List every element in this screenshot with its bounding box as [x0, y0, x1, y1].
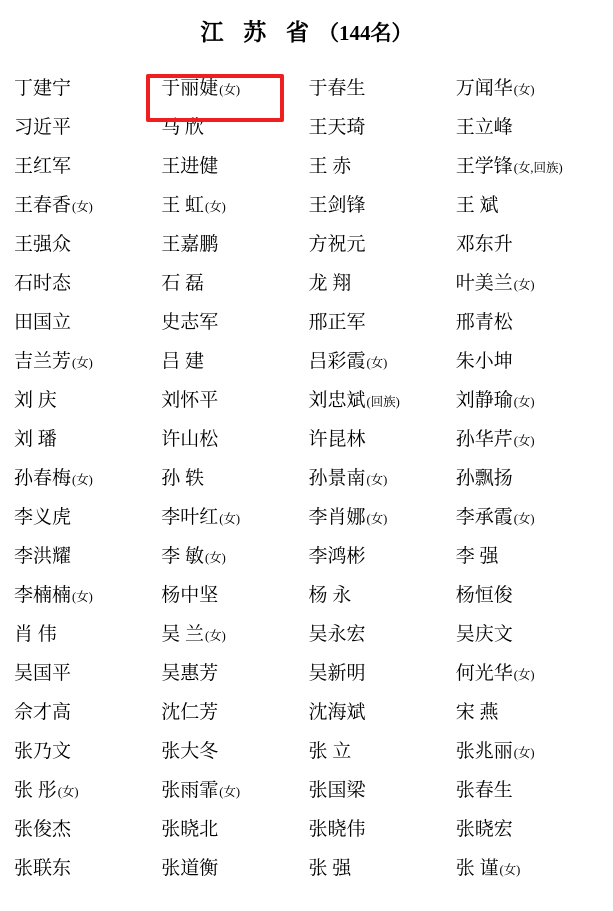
- person-name: 沈仁芳: [161, 702, 219, 723]
- person-name: 孙飘扬: [455, 468, 513, 489]
- person-name: 李鸿彬: [308, 546, 366, 567]
- name-cell: [14, 262, 161, 301]
- name-entry: [309, 229, 366, 256]
- name-entry: [456, 151, 563, 178]
- person-name: 佘才高: [14, 702, 72, 723]
- name-cell: [456, 769, 603, 808]
- name-entry: [309, 853, 352, 880]
- person-tag: (女): [72, 200, 93, 214]
- name-cell: [14, 418, 161, 457]
- name-entry: [456, 229, 513, 256]
- name-cell: [309, 379, 456, 418]
- person-name: 吕 建: [161, 351, 205, 372]
- name-cell: [161, 379, 308, 418]
- name-entry: [456, 112, 513, 139]
- name-cell: [456, 574, 603, 613]
- name-cell: [456, 457, 603, 496]
- name-cell: [14, 769, 161, 808]
- person-tag: (女): [513, 395, 535, 409]
- person-tag: (女): [499, 863, 521, 877]
- person-name: 朱小坤: [455, 351, 513, 372]
- name-cell: [161, 223, 308, 262]
- name-cell: [161, 574, 308, 613]
- person-name: 张大冬: [161, 741, 219, 762]
- name-entry: [14, 619, 57, 646]
- name-cell: [309, 457, 456, 496]
- name-cell: [309, 613, 456, 652]
- name-entry: [14, 307, 71, 334]
- name-cell: [309, 262, 456, 301]
- person-name: 马 欣: [161, 117, 205, 138]
- name-cell: [14, 613, 161, 652]
- name-cell: [456, 301, 603, 340]
- name-cell: [309, 301, 456, 340]
- person-tag: (女): [219, 785, 241, 799]
- name-entry: [14, 424, 57, 451]
- person-name: 刘怀平: [161, 390, 219, 411]
- person-tag: (女): [366, 473, 388, 487]
- name-entry: [456, 814, 513, 841]
- person-name: 李 强: [455, 546, 499, 567]
- name-cell: [309, 67, 456, 106]
- person-name: 张晓宏: [455, 819, 513, 840]
- person-tag: (女): [513, 278, 535, 292]
- person-tag: (女): [205, 551, 226, 565]
- name-cell: [14, 496, 161, 535]
- name-entry: [14, 853, 71, 880]
- person-name: 孙 轶: [161, 468, 205, 489]
- person-name: 李义虎: [14, 507, 72, 528]
- name-entry: [161, 775, 240, 802]
- person-name: 张联东: [14, 858, 72, 879]
- name-cell: [456, 223, 603, 262]
- person-name: 于春生: [308, 78, 366, 99]
- person-name: 刘静瑜: [455, 390, 513, 411]
- name-cell: [14, 223, 161, 262]
- name-cell: [309, 574, 456, 613]
- person-name: 邢正军: [308, 312, 366, 333]
- name-cell: [456, 67, 603, 106]
- person-name: 王 虹: [161, 195, 205, 216]
- name-entry: [161, 853, 218, 880]
- name-entry: [309, 775, 366, 802]
- name-cell: [14, 847, 161, 886]
- name-cell: [456, 106, 603, 145]
- name-entry: [14, 814, 71, 841]
- name-cell: [309, 691, 456, 730]
- person-name: 王春香: [14, 195, 72, 216]
- name-cell: [161, 184, 308, 223]
- name-cell: [14, 106, 161, 145]
- person-name: 杨中坚: [161, 585, 219, 606]
- name-cell: [309, 184, 456, 223]
- person-tag: (女,回族): [513, 161, 563, 175]
- person-name: 孙春梅: [14, 468, 72, 489]
- name-cell: [14, 67, 161, 106]
- name-entry: [161, 424, 218, 451]
- name-cell: [456, 184, 603, 223]
- person-name: 龙 翔: [308, 273, 352, 294]
- name-entry: [14, 502, 71, 529]
- person-name: 李 敏: [161, 546, 205, 567]
- name-cell: [456, 535, 603, 574]
- name-cell: [456, 262, 603, 301]
- person-name: 李叶红: [161, 507, 219, 528]
- person-name: 张晓北: [161, 819, 219, 840]
- name-cell: [456, 613, 603, 652]
- name-entry: [309, 502, 388, 529]
- person-tag: (女): [366, 356, 388, 370]
- name-cell: [14, 145, 161, 184]
- name-cell: [309, 730, 456, 769]
- name-cell: [456, 379, 603, 418]
- name-cell: [161, 457, 308, 496]
- name-entry: [161, 229, 218, 256]
- person-name: 方祝元: [308, 234, 366, 255]
- name-entry: [456, 190, 499, 217]
- person-name: 张晓伟: [308, 819, 366, 840]
- person-name: 石时态: [14, 273, 72, 294]
- name-entry: [14, 112, 71, 139]
- person-name: 孙景南: [308, 468, 366, 489]
- name-cell: [161, 691, 308, 730]
- name-entry: [309, 73, 366, 100]
- person-name: 王进健: [161, 156, 219, 177]
- person-name: 张雨霏: [161, 780, 219, 801]
- name-cell: [14, 535, 161, 574]
- province-title: 江 苏 省: [200, 20, 316, 45]
- name-cell: [14, 340, 161, 379]
- person-name: 李洪耀: [14, 546, 72, 567]
- name-entry: [161, 502, 240, 529]
- name-entry: [161, 658, 218, 685]
- name-entry: [456, 268, 535, 295]
- person-name: 张春生: [455, 780, 513, 801]
- name-entry: [309, 424, 366, 451]
- name-entry: [309, 307, 366, 334]
- name-cell: [161, 262, 308, 301]
- person-name: 于丽婕: [161, 78, 219, 99]
- name-cell: [14, 691, 161, 730]
- name-cell: [161, 535, 308, 574]
- name-cell: [14, 730, 161, 769]
- name-cell: [14, 379, 161, 418]
- name-cell: [309, 652, 456, 691]
- name-entry: [456, 346, 513, 373]
- name-cell: [161, 847, 308, 886]
- person-name: 万闻华: [455, 78, 513, 99]
- name-entry: [309, 151, 352, 178]
- person-name: 王学锋: [455, 156, 513, 177]
- name-cell: [14, 184, 161, 223]
- person-tag: (女): [72, 590, 93, 604]
- name-cell: [161, 301, 308, 340]
- person-name: 王嘉鹏: [161, 234, 219, 255]
- name-entry: [456, 541, 499, 568]
- name-cell: [161, 613, 308, 652]
- person-name: 王立峰: [455, 117, 513, 138]
- person-tag: (女): [513, 668, 535, 682]
- person-name: 王天琦: [308, 117, 366, 138]
- name-entry: [456, 73, 535, 100]
- person-name: 吴 兰: [161, 624, 205, 645]
- name-cell: [161, 145, 308, 184]
- person-tag: (女): [513, 83, 535, 97]
- name-entry: [14, 73, 71, 100]
- name-cell: [309, 769, 456, 808]
- person-name: 邢青松: [455, 312, 513, 333]
- name-entry: [456, 580, 513, 607]
- person-tag: (女): [72, 473, 93, 487]
- person-tag: (女): [366, 512, 388, 526]
- person-tag: (女): [513, 746, 535, 760]
- person-name: 张乃文: [14, 741, 72, 762]
- name-cell: [14, 574, 161, 613]
- name-cell: [161, 808, 308, 847]
- person-name: 丁建宁: [14, 78, 72, 99]
- person-name: 张国梁: [308, 780, 366, 801]
- name-entry: [456, 853, 521, 880]
- person-name: 吴惠芳: [161, 663, 219, 684]
- name-entry: [161, 580, 218, 607]
- person-name: 吴庆文: [455, 624, 513, 645]
- person-name: 张 谨: [455, 858, 499, 879]
- name-entry: [456, 463, 513, 490]
- person-name: 杨 永: [308, 585, 352, 606]
- name-entry: [309, 463, 388, 490]
- name-cell: [456, 418, 603, 457]
- name-cell: [456, 340, 603, 379]
- name-cell: [309, 418, 456, 457]
- person-name: 张道衡: [161, 858, 219, 879]
- person-tag: (女): [205, 629, 226, 643]
- name-entry: [309, 697, 366, 724]
- person-name: 吴永宏: [308, 624, 366, 645]
- name-cell: [161, 67, 308, 106]
- person-name: 刘 庆: [14, 390, 57, 411]
- person-name: 李楠楠: [14, 585, 72, 606]
- name-entry: [456, 385, 535, 412]
- name-entry: [309, 112, 366, 139]
- name-entry: [161, 190, 226, 217]
- person-name: 石 磊: [161, 273, 205, 294]
- name-entry: [14, 697, 71, 724]
- name-entry: [161, 73, 240, 100]
- name-entry: [309, 736, 352, 763]
- name-entry: [456, 424, 535, 451]
- name-entry: [161, 151, 218, 178]
- person-name: 吴国平: [14, 663, 72, 684]
- person-name: 王 斌: [455, 195, 499, 216]
- person-name: 何光华: [455, 663, 513, 684]
- name-entry: [309, 658, 366, 685]
- page-title: [0, 0, 613, 53]
- name-cell: [309, 223, 456, 262]
- name-cell: [456, 496, 603, 535]
- person-name: 张 强: [308, 858, 352, 879]
- name-cell: [14, 301, 161, 340]
- person-name: 吕彩霞: [308, 351, 366, 372]
- name-entry: [161, 697, 218, 724]
- name-cell: [456, 730, 603, 769]
- name-cell: [161, 340, 308, 379]
- name-entry: [161, 736, 218, 763]
- person-tag: (回族): [366, 395, 400, 409]
- name-cell: [456, 691, 603, 730]
- name-entry: [456, 307, 513, 334]
- name-entry: [309, 814, 366, 841]
- name-entry: [161, 385, 218, 412]
- name-entry: [456, 502, 535, 529]
- name-cell: [161, 730, 308, 769]
- person-name: 沈海斌: [308, 702, 366, 723]
- person-name: 田国立: [14, 312, 72, 333]
- person-name: 孙华芹: [455, 429, 513, 450]
- name-cell: [456, 847, 603, 886]
- name-entry: [14, 541, 71, 568]
- person-name: 宋 燕: [455, 702, 499, 723]
- name-cell: [456, 652, 603, 691]
- delegate-count: （144名）: [318, 21, 413, 45]
- person-tag: (女): [57, 785, 79, 799]
- name-entry: [309, 385, 400, 412]
- name-cell: [14, 457, 161, 496]
- name-entry: [309, 268, 352, 295]
- name-entry: [14, 658, 71, 685]
- name-cell: [309, 808, 456, 847]
- name-cell: [14, 652, 161, 691]
- name-entry: [14, 268, 71, 295]
- name-entry: [456, 775, 513, 802]
- person-name: 李承霞: [455, 507, 513, 528]
- name-entry: [161, 307, 218, 334]
- person-name: 王强众: [14, 234, 72, 255]
- names-grid: [0, 67, 613, 886]
- person-name: 叶美兰: [455, 273, 513, 294]
- name-entry: [161, 346, 204, 373]
- name-entry: [14, 151, 71, 178]
- name-entry: [309, 619, 366, 646]
- person-name: 杨恒俊: [455, 585, 513, 606]
- person-tag: (女): [72, 356, 93, 370]
- name-entry: [14, 580, 93, 607]
- name-entry: [14, 229, 71, 256]
- name-entry: [309, 580, 352, 607]
- person-name: 邓东升: [455, 234, 513, 255]
- person-name: 王剑锋: [308, 195, 366, 216]
- person-name: 肖 伟: [14, 624, 57, 645]
- name-entry: [14, 463, 93, 490]
- name-entry: [161, 268, 204, 295]
- person-name: 王 赤: [308, 156, 352, 177]
- person-name: 吉兰芳: [14, 351, 72, 372]
- name-entry: [456, 697, 499, 724]
- person-tag: (女): [219, 512, 241, 526]
- name-entry: [14, 775, 79, 802]
- name-cell: [456, 808, 603, 847]
- name-entry: [161, 619, 226, 646]
- name-cell: [309, 106, 456, 145]
- person-tag: (女): [513, 434, 535, 448]
- name-entry: [309, 346, 388, 373]
- name-entry: [14, 346, 93, 373]
- person-name: 张 彤: [14, 780, 57, 801]
- person-name: 刘 璠: [14, 429, 57, 450]
- person-name: 吴新明: [308, 663, 366, 684]
- person-name: 张俊杰: [14, 819, 72, 840]
- person-tag: (女): [513, 512, 535, 526]
- person-name: 许昆林: [308, 429, 366, 450]
- person-name: 史志军: [161, 312, 219, 333]
- person-name: 刘忠斌: [308, 390, 366, 411]
- name-entry: [14, 736, 71, 763]
- name-cell: [309, 340, 456, 379]
- name-entry: [309, 190, 366, 217]
- name-cell: [309, 847, 456, 886]
- person-name: 李肖娜: [308, 507, 366, 528]
- name-entry: [309, 541, 366, 568]
- name-entry: [161, 814, 218, 841]
- person-name: 张兆丽: [455, 741, 513, 762]
- name-cell: [161, 496, 308, 535]
- name-cell: [161, 652, 308, 691]
- name-cell: [309, 496, 456, 535]
- name-cell: [309, 145, 456, 184]
- person-name: 习近平: [14, 117, 72, 138]
- person-name: 王红军: [14, 156, 72, 177]
- name-entry: [161, 112, 204, 139]
- name-entry: [161, 541, 226, 568]
- name-entry: [14, 190, 93, 217]
- person-tag: (女): [205, 200, 226, 214]
- person-name: 许山松: [161, 429, 219, 450]
- person-name: 张 立: [308, 741, 352, 762]
- name-entry: [456, 658, 535, 685]
- name-cell: [309, 535, 456, 574]
- name-cell: [161, 418, 308, 457]
- name-entry: [456, 736, 535, 763]
- name-entry: [456, 619, 513, 646]
- name-cell: [14, 808, 161, 847]
- person-tag: (女): [219, 83, 241, 97]
- name-cell: [161, 106, 308, 145]
- name-cell: [456, 145, 603, 184]
- name-entry: [161, 463, 204, 490]
- name-cell: [161, 769, 308, 808]
- name-entry: [14, 385, 57, 412]
